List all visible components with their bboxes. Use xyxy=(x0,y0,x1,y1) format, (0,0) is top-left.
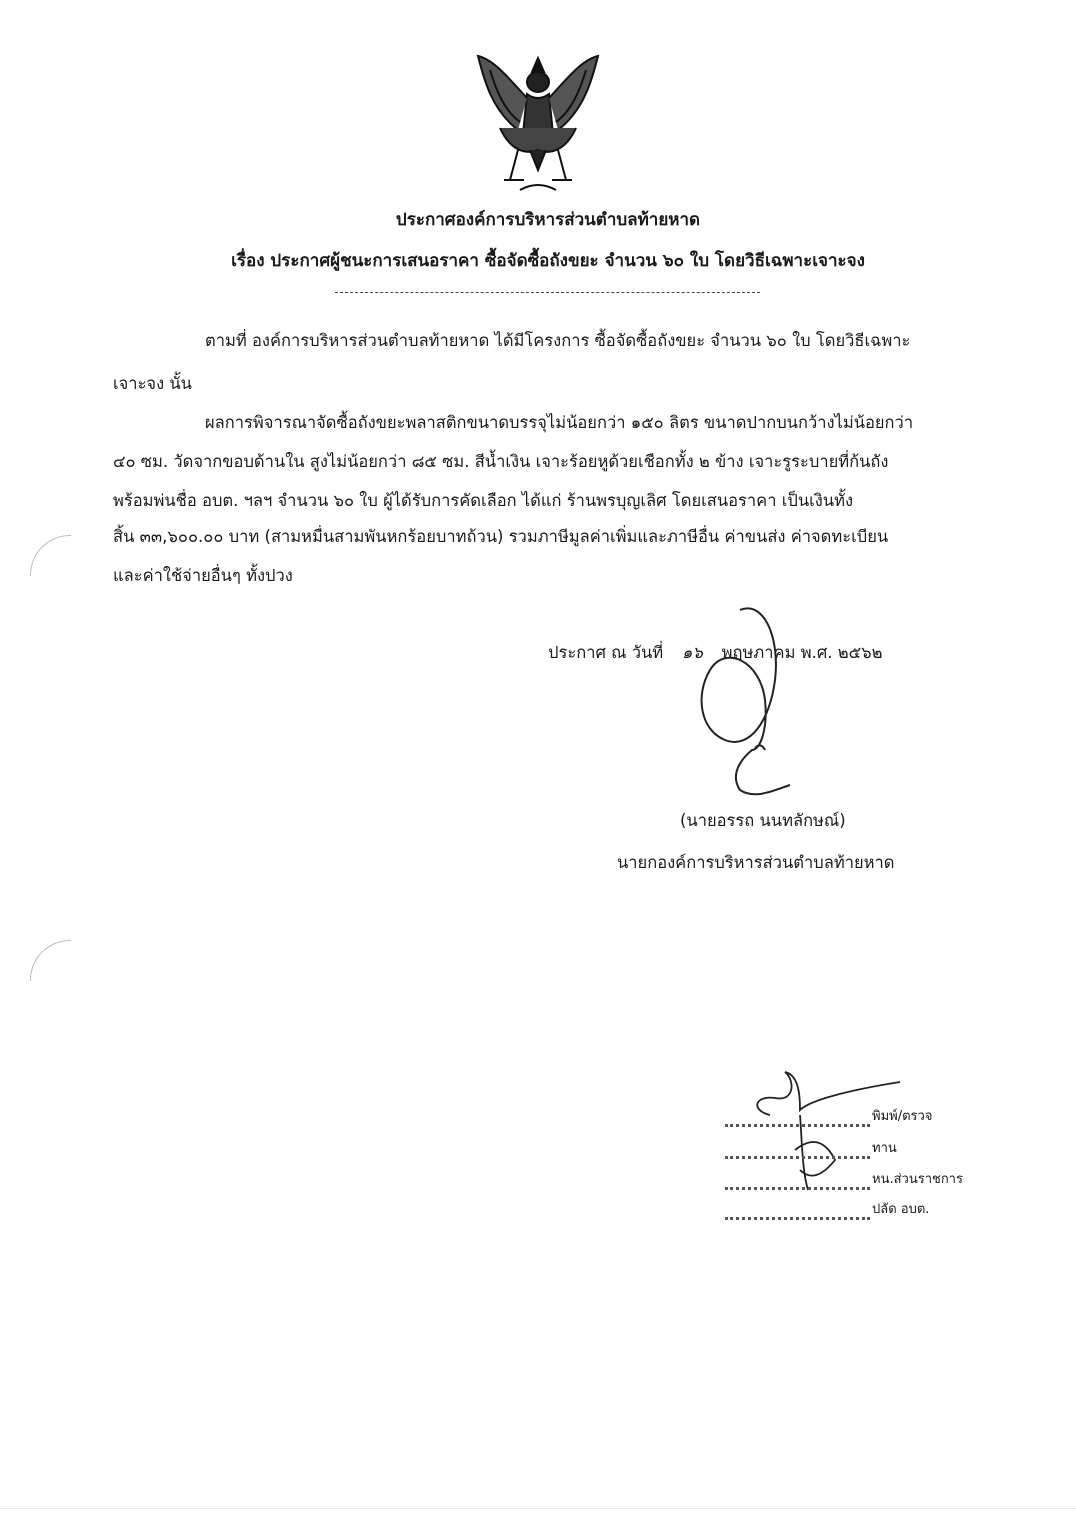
signatory-position: นายกองค์การบริหารส่วนตำบลท้ายหาด xyxy=(617,853,895,872)
review-dotline-1 xyxy=(725,1124,870,1127)
review-dotline-4 xyxy=(725,1217,870,1220)
paragraph-1-line-2: เจาะจง นั้น xyxy=(113,374,192,393)
review-dotline-2 xyxy=(725,1156,870,1159)
review-label-proofreader: ทาน xyxy=(872,1141,897,1156)
review-dotline-3 xyxy=(725,1187,870,1190)
scan-edge-line xyxy=(0,1508,1076,1509)
paragraph-2-line-3: พร้อมพ่นชื่อ อบต. ฯลฯ จำนวน ๖๐ ใบ ผู้ได้รับการคัดเลือก ได้แก่ ร้านพรบุญเลิศ โดยเสนอราคา เป็นเงินทั้ง xyxy=(113,491,854,510)
punch-hole-mark xyxy=(30,940,71,981)
date-prefix: ประกาศ ณ วันที่ xyxy=(548,643,664,662)
paragraph-2-line-4: สิ้น ๓๓,๖๐๐.๐๐ บาท (สามหมื่นสามพันหกร้อยบาทถ้วน) รวมภาษีมูลค่าเพิ่มและภาษีอื่น ค่าขนส่ง ค่าจดทะเบียน xyxy=(113,527,889,546)
paragraph-2-line-5: และค่าใช้จ่ายอื่นๆ ทั้งปวง xyxy=(113,566,293,585)
announcement-title: ประกาศองค์การบริหารส่วนตำบลท้ายหาด xyxy=(395,210,701,230)
review-label-chief-admin: ปลัด อบต. xyxy=(872,1202,930,1217)
paragraph-2-line-2: ๔๐ ซม. วัดจากขอบด้านใน สูงไม่น้อยกว่า ๘๕ ซม. สีน้ำเงิน เจาะร้อยหูด้วยเชือกทั้ง ๒ ข้าง เจาะรูระบายที่ก้นถัง xyxy=(113,452,889,471)
date-day-handwritten: ๑๖ xyxy=(681,643,703,662)
dashed-divider xyxy=(335,292,760,293)
announcement-subject: เรื่อง ประกาศผู้ชนะการเสนอราคา ซื้อจัดซื้อถังขยะ จำนวน ๖๐ ใบ โดยวิธีเฉพาะเจาะจง xyxy=(231,251,865,271)
review-label-department-head: หน.ส่วนราชการ xyxy=(872,1172,963,1187)
paragraph-2-line-1: ผลการพิจารณาจัดซื้อถังขยะพลาสติกขนาดบรรจุไม่น้อยกว่า ๑๕๐ ลิตร ขนาดปากบนกว้างไม่น้อยกว่า xyxy=(205,413,914,432)
punch-hole-mark xyxy=(30,535,71,576)
paragraph-1-line-1: ตามที่ องค์การบริหารส่วนตำบลท้ายหาด ได้มีโครงการ ซื้อจัดซื้อถังขยะ จำนวน ๖๐ ใบ โดยวิธีเฉพาะ xyxy=(205,331,911,350)
date-month-year: พฤษภาคม พ.ศ. ๒๕๖๒ xyxy=(721,643,883,662)
signatory-name: (นายอรรถ นนทลักษณ์) xyxy=(680,811,846,830)
garuda-emblem-icon xyxy=(470,50,606,200)
signature-image xyxy=(680,600,850,800)
review-label-typist: พิมพ์/ตรวจ xyxy=(872,1109,933,1124)
